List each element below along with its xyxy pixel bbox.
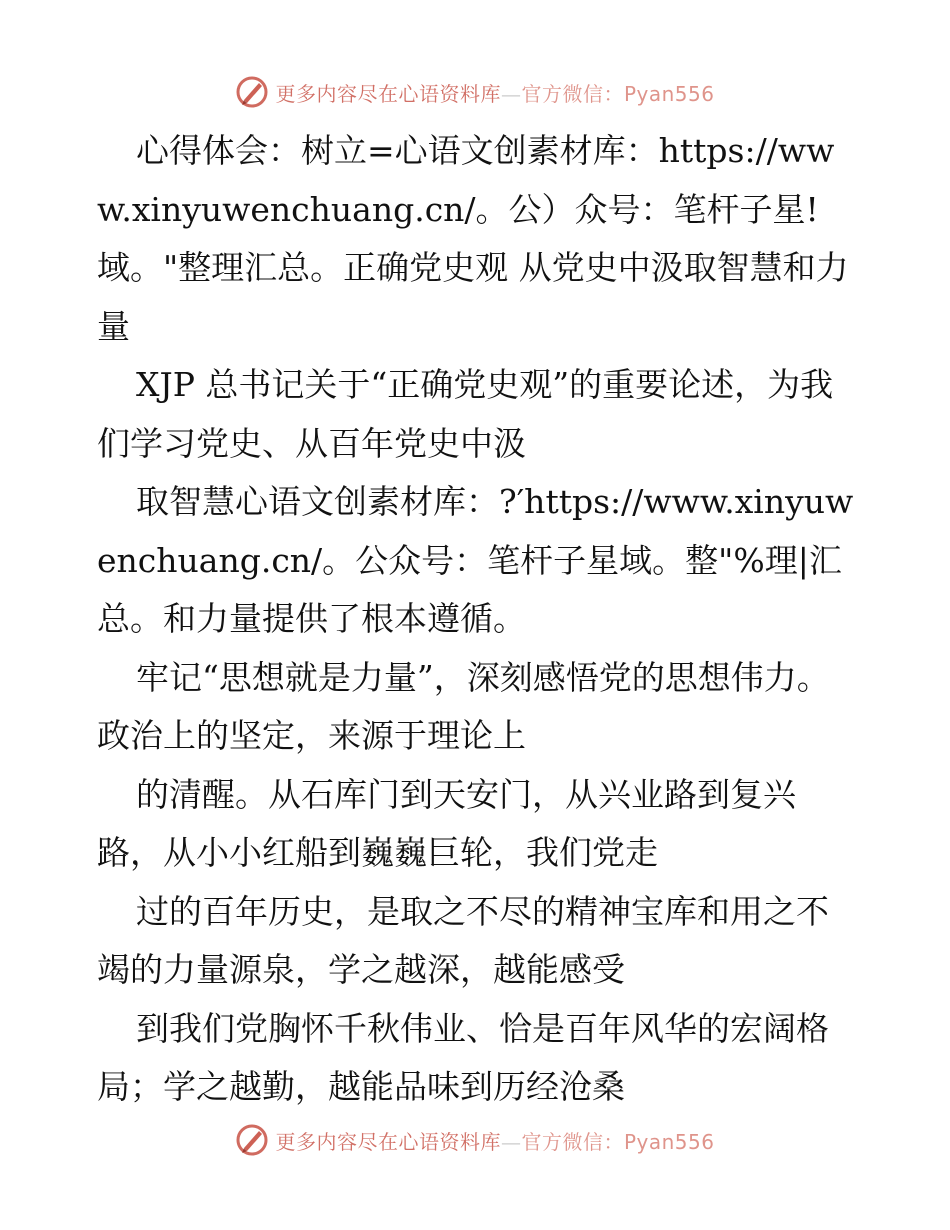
pen-logo-icon — [235, 75, 269, 109]
footer-watermark-wechat: 官方微信：Pyan556 — [521, 1129, 715, 1154]
paragraph: 取智慧心语文创素材库：?′https://www.xinyuwenchuang.cn/。公众号：笔杆子星域。整"%理|汇总。和力量提供了根本遵循。 — [97, 482, 854, 638]
paragraph: 的清醒。从石库门到天安门，从兴业路到复兴路，从小小红船到巍巍巨轮，我们党走 — [97, 774, 796, 872]
paragraph: 心得体会：树立=心语文创素材库：https://www.xinyuwenchuang.cn/。公）众号：笔杆子星!域。"整理汇总。正确党史观 从党史中汲取智慧和力量 — [97, 131, 849, 346]
header-watermark-wechat: 官方微信：Pyan556 — [521, 81, 715, 106]
paragraph: XJP 总书记关于“正确党史观”的重要论述，为我们学习党史、从百年党史中汲 — [97, 365, 834, 463]
header-watermark-main: 更多内容尽在心语资料库 — [275, 81, 501, 106]
footer-watermark — [0, 1120, 950, 1160]
paragraph: 过的百年历史，是取之不尽的精神宝库和用之不竭的力量源泉，学之越深，越能感受 — [97, 891, 829, 989]
pen-logo-icon — [235, 1123, 269, 1157]
header-watermark-dash: — — [500, 81, 522, 106]
footer-watermark-main: 更多内容尽在心语资料库 — [275, 1129, 501, 1154]
header-watermark-text — [275, 78, 714, 107]
paragraph: 到我们党胸怀千秋伟业、恰是百年风华的宏阔格局；学之越勤，越能品味到历经沧桑 — [97, 1008, 829, 1106]
footer-watermark-text — [275, 1126, 714, 1155]
document-body — [97, 122, 857, 1117]
header-watermark — [0, 72, 950, 112]
footer-watermark-dash: — — [500, 1129, 522, 1154]
paragraph: 牢记“思想就是力量”，深刻感悟党的思想伟力。政治上的坚定，来源于理论上 — [97, 657, 830, 755]
